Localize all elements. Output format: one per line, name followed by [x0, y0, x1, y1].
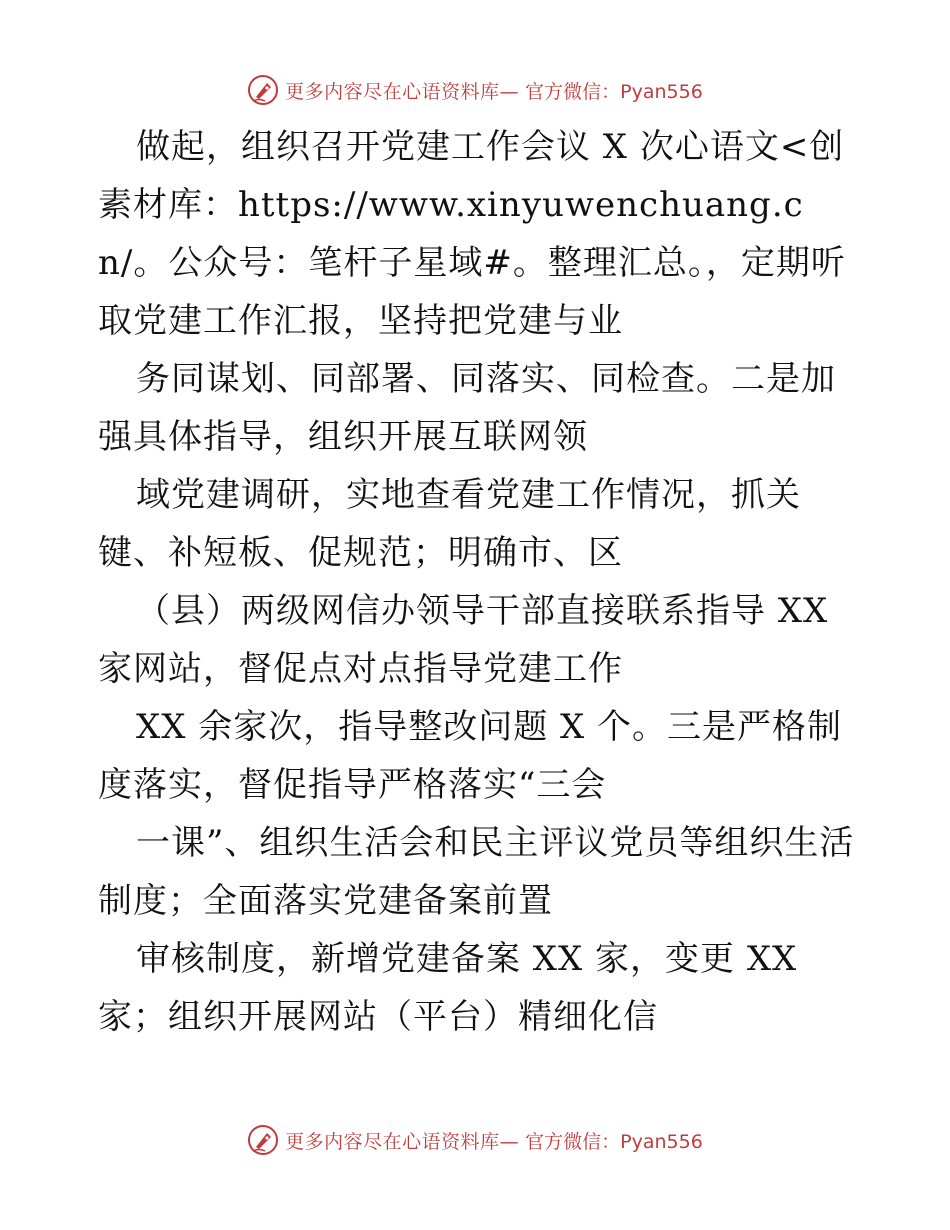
pen-nib-logo-icon — [247, 1124, 279, 1156]
paragraph: 一课”、组织生活会和民主评议党员等组织生活制度；全面落实党建备案前置 — [98, 823, 855, 921]
paragraph: 审核制度，新增党建备案 XX 家，变更 XX 家；组织开展网站（平台）精细化信 — [98, 939, 798, 1037]
paragraph: XX 余家次，指导整改问题 X 个。三是严格制度落实，督促指导严格落实“三会 — [98, 707, 843, 805]
footer-watermark-banner — [0, 1120, 950, 1160]
watermark-text: 更多内容尽在心语资料库— — [285, 80, 520, 103]
paragraph: 域党建调研，实地查看党建工作情况，抓关键、补短板、促规范；明确市、区 — [98, 475, 801, 573]
paragraph: （县）两级网信办领导干部直接联系指导 XX 家网站，督促点对点指导党建工作 — [98, 591, 829, 689]
pen-nib-logo-icon — [247, 74, 279, 106]
watermark-text: 更多内容尽在心语资料库— — [285, 1130, 520, 1153]
watermark-wechat: 官方微信：Pyan556 — [525, 1130, 703, 1153]
watermark-wechat: 官方微信：Pyan556 — [525, 80, 703, 103]
paragraph: 务同谋划、同部署、同落实、同检查。二是加强具体指导，组织开展互联网领 — [98, 359, 836, 457]
paragraph: 做起，组织召开党建工作会议 X 次心语文<创素材库：https://www.xinyuwenchuang.cn/。公众号：笔杆子星域#。整理汇总。，定期听取党建工作汇报，坚持把党建与业 — [98, 127, 846, 341]
header-watermark-banner — [0, 70, 950, 110]
document-body — [98, 118, 858, 1046]
